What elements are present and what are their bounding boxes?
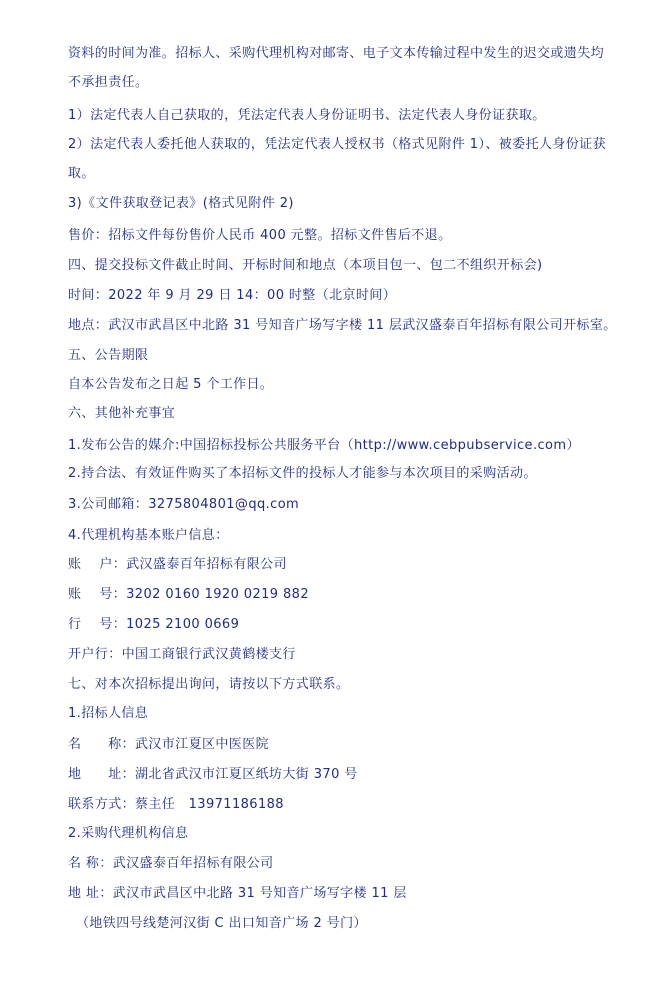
section-heading: 四、提交投标文件截止时间、开标时间和地点（本项目包一、包二不组织开标会) [68, 258, 543, 273]
text-line: 取。 [68, 166, 95, 181]
text-line: 售价：招标文件每份售价人民币 400 元整。招标文件售后不退。 [68, 228, 452, 243]
text-line: 2）法定代表人委托他人获取的，凭法定代表人授权书（格式见附件 1）、被委托人身份证获 [68, 137, 606, 152]
text-line: 账 户：武汉盛泰百年招标有限公司 [68, 557, 287, 572]
text-line: 3)《文件获取登记表》(格式见附件 2) [68, 196, 294, 211]
text-line: 联系方式：蔡主任 13971186188 [68, 797, 284, 812]
section-heading: 五、公告期限 [68, 348, 149, 363]
text-line: （地铁四号线楚河汉街 C 出口知音广场 2 号门） [76, 916, 367, 931]
text-line: 1）法定代表人自己获取的，凭法定代表人身份证明书、法定代表人身份证获取。 [68, 108, 546, 123]
section-heading: 六、其他补充事宜 [68, 406, 176, 421]
text-line: 3.公司邮箱：3275804801@qq.com [68, 497, 300, 512]
text-line: 账 号：3202 0160 1920 0219 882 [68, 587, 310, 602]
text-line: 名 称：武汉市江夏区中医医院 [68, 737, 270, 752]
text-line: 地点：武汉市武昌区中北路 31 号知音广场写字楼 11 层武汉盛泰百年招标有限公司开标室。 [68, 318, 617, 333]
text-line: 地 址：武汉市武昌区中北路 31 号知音广场写字楼 11 层 [68, 886, 407, 901]
text-line: 行 号：1025 2100 0669 [68, 617, 240, 632]
text-line: 时间：2022 年 9 月 29 日 14：00 时整（北京时间） [68, 288, 397, 303]
section-heading: 七、对本次招标提出询问，请按以下方式联系。 [68, 677, 350, 692]
text-line: 不承担责任。 [68, 75, 149, 90]
text-line: 4.代理机构基本账户信息： [68, 528, 229, 543]
text-line: 1.招标人信息 [68, 706, 149, 721]
text-line: 1.发布公告的媒介:中国招标投标公共服务平台（http://www.cebpubservice.com） [68, 438, 580, 453]
text-line: 资料的时间为准。招标人、采购代理机构对邮寄、电子文本传输过程中发生的迟交或遗失均 [68, 46, 605, 61]
text-line: 2.持合法、有效证件购买了本招标文件的投标人才能参与本次项目的采购活动。 [68, 466, 537, 481]
text-line: 地 址：湖北省武汉市江夏区纸坊大街 370 号 [68, 767, 358, 782]
text-line: 开户行：中国工商银行武汉黄鹤楼支行 [68, 647, 296, 662]
text-line: 名 称：武汉盛泰百年招标有限公司 [68, 856, 274, 871]
text-line: 2.采购代理机构信息 [68, 826, 189, 841]
text-line: 自本公告发布之日起 5 个工作日。 [68, 377, 274, 392]
